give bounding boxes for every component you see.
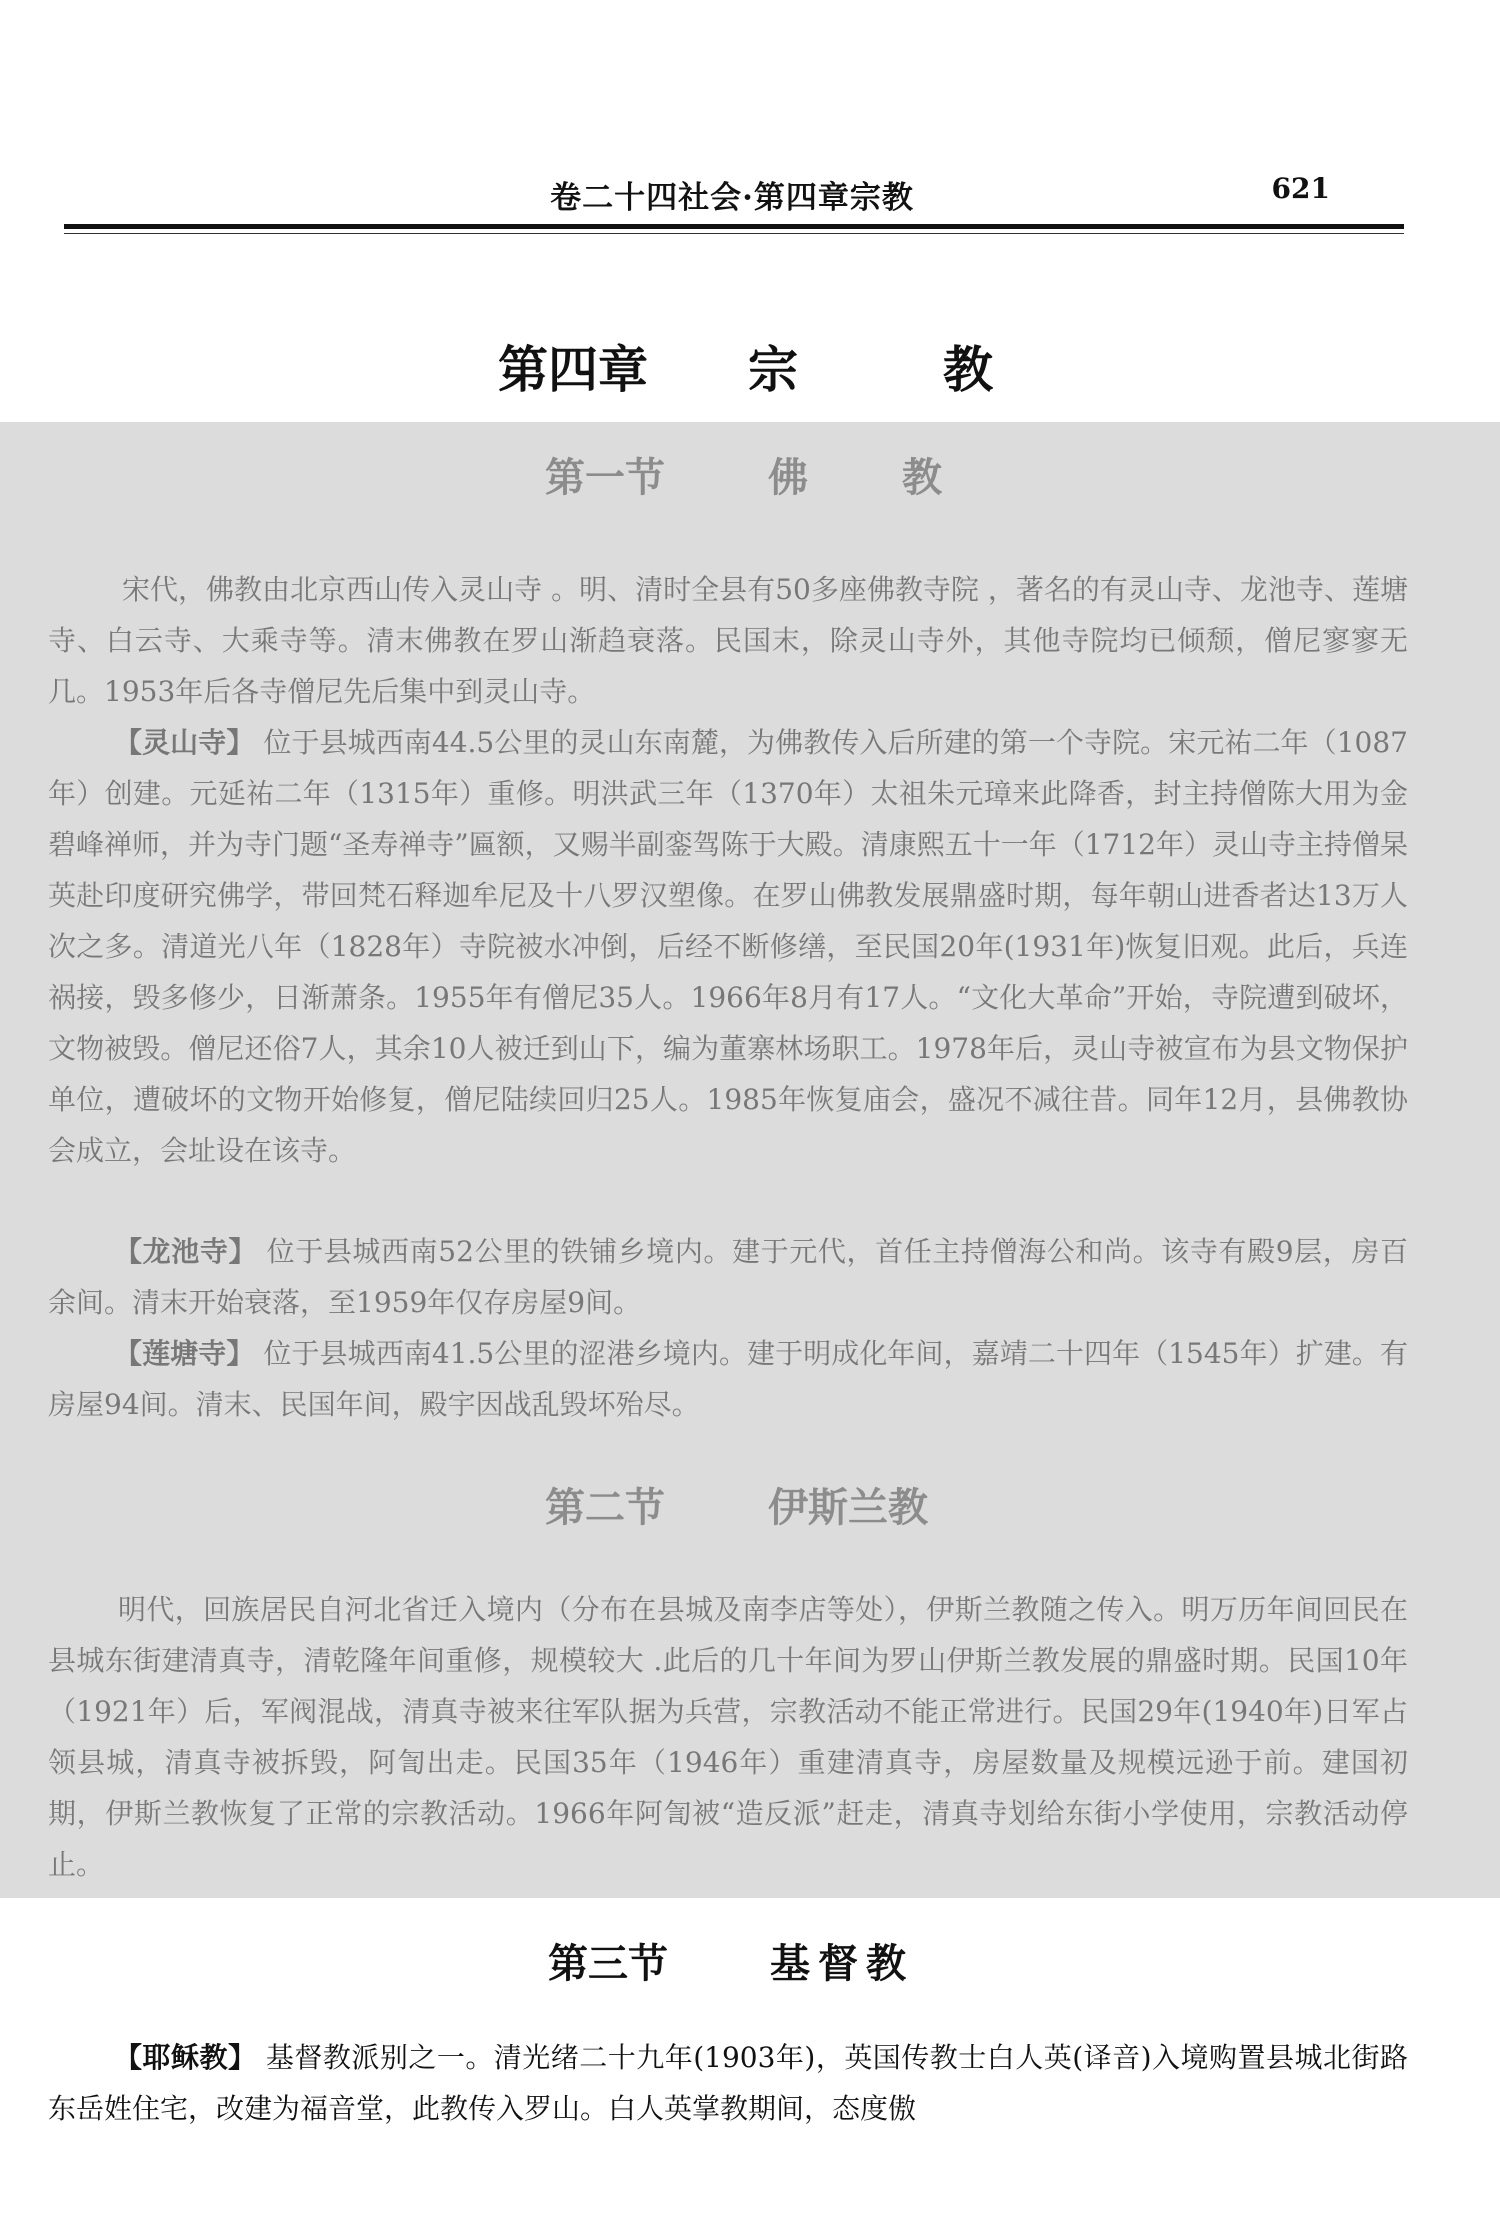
section-2-name: 伊斯兰教: [768, 1484, 928, 1531]
chapter-name-char-2: 教: [943, 340, 993, 399]
entry-lingshan-temple: [48, 717, 1408, 1176]
entry-label: 【耶稣教】: [114, 2041, 257, 2074]
entry-protestant-church: [48, 2032, 1408, 2134]
section-3-number: 第三节: [548, 1940, 668, 1987]
chapter-number: 第四章: [498, 340, 648, 399]
header-rule-thin: [64, 233, 1404, 234]
entry-label: 【莲塘寺】: [114, 1337, 255, 1370]
chapter-name-char-1: 宗: [748, 340, 798, 399]
entry-text: 基督教派别之一。清光绪二十九年(1903年)，英国传教士白人英(译音)入境购置县城北街路东岳姓住宅，改建为福音堂，此教传入罗山。白人英掌教期间，态度傲: [48, 2041, 1408, 2125]
running-head: [64, 168, 1400, 228]
section-3-heading: [0, 1932, 1500, 1992]
entry-longchi-temple: [48, 1226, 1408, 1328]
section-1-name-char-2: 教: [902, 454, 942, 501]
entry-text: 位于县城西南44.5公里的灵山东南麓，为佛教传入后所建的第一个寺院。宋元祐二年（1087年）创建。元延祐二年（1315年）重修。明洪武三年（1370年）太祖朱元璋来此降香，封主持僧陈大用为金碧峰禅师，并为寺门题“圣寿禅寺”匾额，又赐半副銮驾陈于大殿。清康熙五十一年（1712年）灵山寺主持僧杲英赴印度研究佛学，带回梵石释迦牟尼及十八罗汉塑像。在罗山佛教发展鼎盛时期，每年朝山进香者达13万人次之多。清道光八年（1828年）寺院被水冲倒，后经不断修缮，至民国20年(1931年)恢复旧观。此后，兵连祸接，毁多修少，日渐萧条。1955年有僧尼35人。1966年8月有17人。“文化大革命”开始，寺院遭到破坏，文物被毁。僧尼还俗7人，其余10人被迁到山下，编为董寨林场职工。1978年后，灵山寺被宣布为县文物保护单位，遭破坏的文物开始修复，僧尼陆续回归25人。1985年恢复庙会，盛况不减往昔。同年12月，县佛教协会成立，会址设在该寺。: [48, 726, 1408, 1167]
section-3: [0, 1898, 1500, 2223]
section-3-name: 基督教: [770, 1940, 914, 1987]
entry-liantang-temple: [48, 1328, 1408, 1430]
section-2-number: 第二节: [545, 1484, 665, 1531]
page-number: 621: [1271, 172, 1330, 205]
section-1-intro: 宋代，佛教由北京西山传入灵山寺 。明、清时全县有50多座佛教寺院 ，著名的有灵山寺、龙池寺、莲塘寺、白云寺、大乘寺等。清末佛教在罗山渐趋衰落。民国末，除灵山寺外，其他寺院均已倾颓，僧尼寥寥无几。1953年后各寺僧尼先后集中到灵山寺。: [48, 573, 1408, 708]
chapter-title: [0, 330, 1500, 400]
section-2-heading: [0, 1476, 1500, 1536]
section-2-body: 明代，回族居民自河北省迁入境内（分布在县城及南李店等处），伊斯兰教随之传入。明万历年间回民在县城东街建清真寺，清乾隆年间重修，规模较大 .此后的几十年间为罗山伊斯兰教发展的鼎盛时期。民国10年（1921年）后，军阀混战，清真寺被来往军队据为兵营，宗教活动不能正常进行。民国29年(1940年)日军占领县城，清真寺被拆毁，阿訇出走。民国35年（1946年）重建清真寺，房屋数量及规模远逊于前。建国初期，伊斯兰教恢复了正常的宗教活动。1966年阿訇被“造反派”赶走，清真寺划给东街小学使用，宗教活动停止。: [48, 1593, 1408, 1881]
header-rule-thick: [64, 224, 1404, 229]
running-head-title: 卷二十四社会·第四章宗教: [550, 180, 914, 216]
faded-content-block: [0, 422, 1500, 1898]
entry-label: 【龙池寺】: [114, 1235, 258, 1268]
entry-text: 位于县城西南52公里的铁铺乡境内。建于元代，首任主持僧海公和尚。该寺有殿9层，房百余间。清末开始衰落，至1959年仅存房屋9间。: [48, 1235, 1408, 1319]
entry-text: 位于县城西南41.5公里的涩港乡境内。建于明成化年间，嘉靖二十四年（1545年）扩建。有房屋94间。清末、民国年间，殿宇因战乱毁坏殆尽。: [48, 1337, 1408, 1421]
entry-label: 【灵山寺】: [114, 726, 255, 759]
section-1-heading: [0, 446, 1500, 506]
section-1-name-char-1: 佛: [768, 454, 808, 501]
section-1-number: 第一节: [545, 454, 665, 501]
